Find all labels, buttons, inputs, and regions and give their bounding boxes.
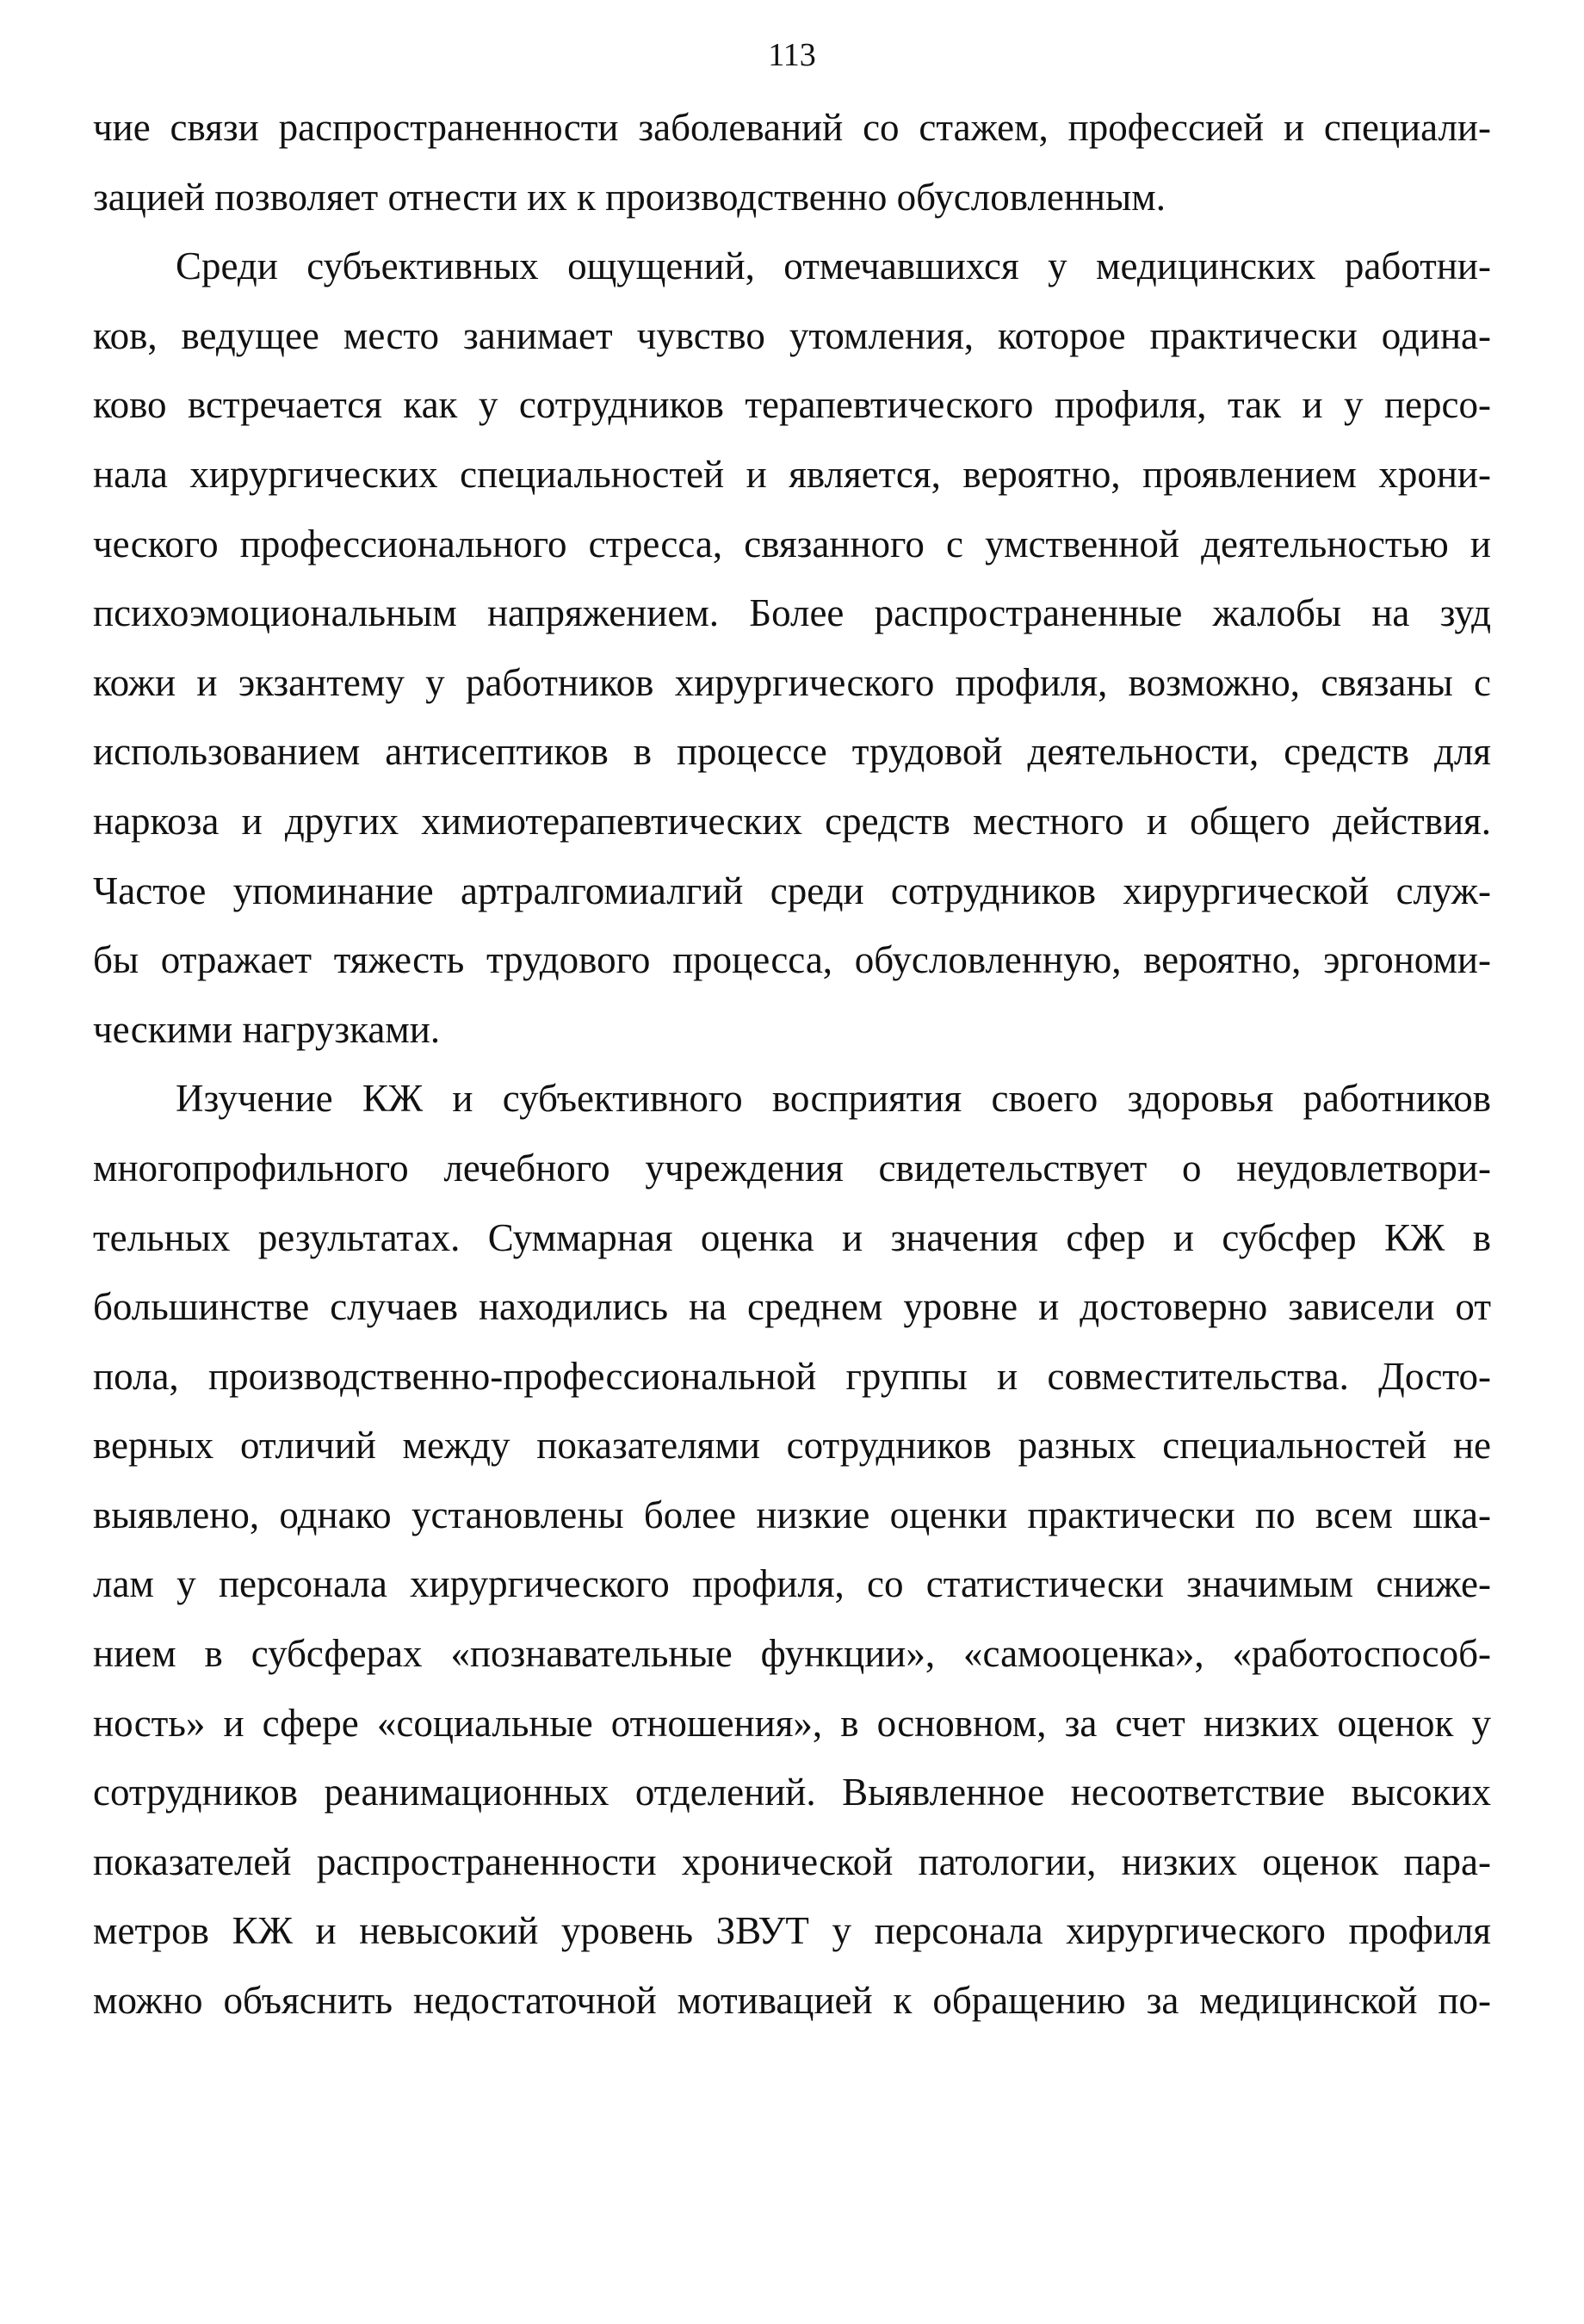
text-line: пола, производственно-профессиональной группы и совместительства. Досто- bbox=[93, 1354, 1491, 1398]
text-line: многопрофильного лечебного учреждения свидетельствует о неудовлетвори- bbox=[93, 1146, 1491, 1190]
text-line: большинстве случаев находились на среднем уровне и достоверно зависели от bbox=[93, 1285, 1491, 1329]
text-line: кожи и экзантему у работников хирургического профиля, возможно, связаны с bbox=[93, 660, 1491, 704]
text-line: ность» и сфере «социальные отношения», в основном, за счет низких оценок у bbox=[93, 1701, 1491, 1745]
body-text bbox=[93, 93, 1491, 2036]
paragraph bbox=[93, 93, 1491, 232]
text-line: чие связи распространенности заболеваний со стажем, профессией и специали- bbox=[93, 106, 1491, 149]
text-line: нала хирургических специальностей и является, вероятно, проявлением хрони- bbox=[93, 452, 1491, 496]
text-line: психоэмоциональным напряжением. Более распространенные жалобы на зуд bbox=[93, 591, 1491, 635]
text-line: Изучение КЖ и субъективного восприятия своего здоровья работников bbox=[176, 1077, 1491, 1121]
text-line: бы отражает тяжесть трудового процесса, обусловленную, вероятно, эргономи- bbox=[93, 938, 1491, 982]
paragraph bbox=[93, 232, 1491, 1064]
text-line: ческого профессионального стресса, связанного с умственной деятельностью и bbox=[93, 522, 1491, 566]
text-line: ков, ведущее место занимает чувство утомления, которое практически одина- bbox=[93, 313, 1491, 357]
text-line: ково встречается как у сотрудников терапевтического профиля, так и у персо- bbox=[93, 383, 1491, 427]
text-line: выявлено, однако установлены более низкие оценки практически по всем шка- bbox=[93, 1493, 1491, 1536]
text-line: можно объяснить недостаточной мотивацией к обращению за медицинской по- bbox=[93, 1979, 1491, 2023]
text-line: зацией позволяет отнести их к производственно обусловленным. bbox=[93, 175, 1166, 219]
text-line: верных отличий между показателями сотрудников разных специальностей не bbox=[93, 1424, 1491, 1468]
text-line: использованием антисептиков в процессе трудовой деятельности, средств для bbox=[93, 730, 1491, 774]
page-number: 113 bbox=[768, 37, 816, 73]
text-line: лам у персонала хирургического профиля, со статистически значимым сниже- bbox=[93, 1562, 1491, 1606]
text-line: сотрудников реанимационных отделений. Выявленное несоответствие высоких bbox=[93, 1771, 1491, 1814]
text-line: ческими нагрузками. bbox=[93, 1007, 441, 1051]
text-line: наркоза и других химиотерапевтических средств местного и общего действия. bbox=[93, 799, 1491, 843]
paragraph bbox=[93, 1064, 1491, 2035]
text-line: Среди субъективных ощущений, отмечавшихся у медицинских работни- bbox=[176, 244, 1491, 288]
text-line: показателей распространенности хронической патологии, низких оценок пара- bbox=[93, 1839, 1491, 1883]
text-line: Частое упоминание артралгомиалгий среди сотрудников хирургической служ- bbox=[93, 868, 1491, 912]
text-line: тельных результатах. Суммарная оценка и значения сфер и субсфер КЖ в bbox=[93, 1215, 1491, 1259]
text-line: метров КЖ и невысокий уровень ЗВУТ у персонала хирургического профиля bbox=[93, 1909, 1491, 1953]
text-line: нием в субсферах «познавательные функции», «самооценка», «работоспособ- bbox=[93, 1632, 1491, 1676]
